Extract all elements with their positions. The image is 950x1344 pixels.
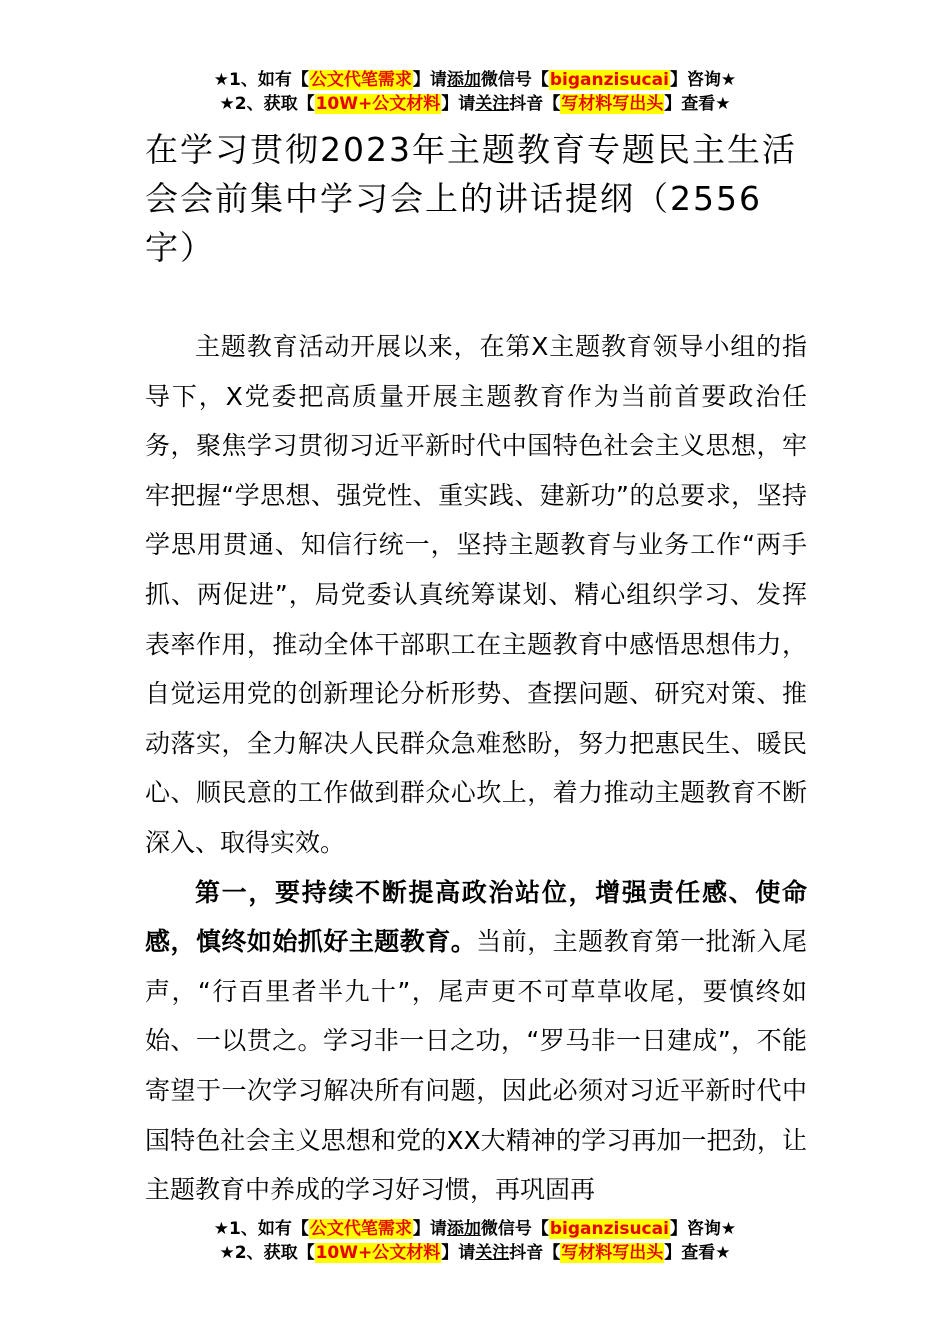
paragraph-intro: 主题教育活动开展以来，在第X主题教育领导小组的指导下，X党委把高质量开展主题教育作为当前首要政治任务，聚焦学习贯彻习近平新时代中国特色社会主义思想，牢牢把握“学思想、强党性、重实践、建新功”的总要求，坚持学思用贯通、知信行统一，坚持主题教育与业务工作“两手抓、两促进”，局党委认真统筹谋划、精心组织学习、发挥表率作用，推动全体干部职工在主题教育中感悟思想伟力，自觉运用党的创新理论分析形势、查摆问题、研究对策、推动落实，全力解决人民群众急难愁盼，努力把惠民生、暖民心、顺民意的工作做到群众心坎上，着力推动主题教育不断深入、取得实效。 (145, 332, 807, 857)
footer-banner (0, 1217, 950, 1265)
banner-text: 抖音 (509, 94, 544, 114)
banner-text: 【 (297, 1243, 315, 1263)
banner-highlight: 公文代笔需求 (309, 1219, 412, 1239)
banner-underline: 关注 (475, 1243, 510, 1263)
banner-text: 微信号 (480, 1219, 532, 1239)
banner-text: 微信号 (480, 70, 532, 90)
banner-text: 】咨询★ (669, 70, 737, 90)
banner-highlight: biganzisucai (549, 1219, 669, 1239)
banner-text: 【 (531, 1219, 549, 1239)
banner-text: 【 (531, 70, 549, 90)
banner-line-1 (0, 68, 950, 92)
banner-text: ★2、获取 (219, 94, 298, 114)
banner-text: 【 (543, 94, 561, 114)
banner-text: 】请 (441, 94, 476, 114)
banner-text: 【 (543, 1243, 561, 1263)
banner-text: 】请 (412, 1219, 447, 1239)
banner-text: 【 (291, 1219, 309, 1239)
document-body (145, 322, 807, 1215)
banner-text: ★1、如有 (213, 1219, 292, 1239)
banner-highlight: biganzisucai (549, 70, 669, 90)
banner-highlight: 10W+公文材料 (315, 1243, 441, 1263)
paragraph-first-point (145, 868, 807, 1215)
banner-highlight: 10W+公文材料 (315, 94, 441, 114)
banner-underline: 添加 (446, 70, 481, 90)
banner-text: ★1、如有 (213, 70, 292, 90)
banner-text: 【 (297, 94, 315, 114)
point-text: 当前，主题教育第一批渐入尾声，“行百里者半九十”，尾声更不可草草收尾，要慎终如始、一以贯之。学习非一日之功，“罗马非一日建成”，不能寄望于一次学习解决所有问题，因此必须对习近平新时代中国特色社会主义思想和党的XX大精神的学习再加一把劲，让主题教育中养成的学习好习惯，再巩固再 (145, 927, 807, 1205)
banner-text: 抖音 (509, 1243, 544, 1263)
header-banner (0, 68, 950, 116)
document-title: 在学习贯彻2023年主题教育专题民主生活会会前集中学习会上的讲话提纲（2556字） (145, 130, 797, 267)
banner-text: ★2、获取 (219, 1243, 298, 1263)
banner-underline: 添加 (446, 1219, 481, 1239)
banner-text: 】查看★ (664, 94, 731, 114)
banner-line-2 (0, 92, 950, 116)
banner-text: 】查看★ (664, 1243, 731, 1263)
banner-text: 】咨询★ (669, 1219, 737, 1239)
banner-underline: 关注 (475, 94, 510, 114)
banner-line-2 (0, 1241, 950, 1265)
banner-text: 】请 (412, 70, 447, 90)
banner-line-1 (0, 1217, 950, 1241)
banner-highlight: 写材料写出头 (561, 94, 664, 114)
banner-highlight: 公文代笔需求 (309, 70, 412, 90)
banner-text: 】请 (441, 1243, 476, 1263)
point-heading: 第一，要持续不断提高政治站位，增强责任感、使命感，慎终如始抓好主题教育。 (145, 877, 807, 957)
banner-highlight: 写材料写出头 (561, 1243, 664, 1263)
banner-text: 【 (291, 70, 309, 90)
